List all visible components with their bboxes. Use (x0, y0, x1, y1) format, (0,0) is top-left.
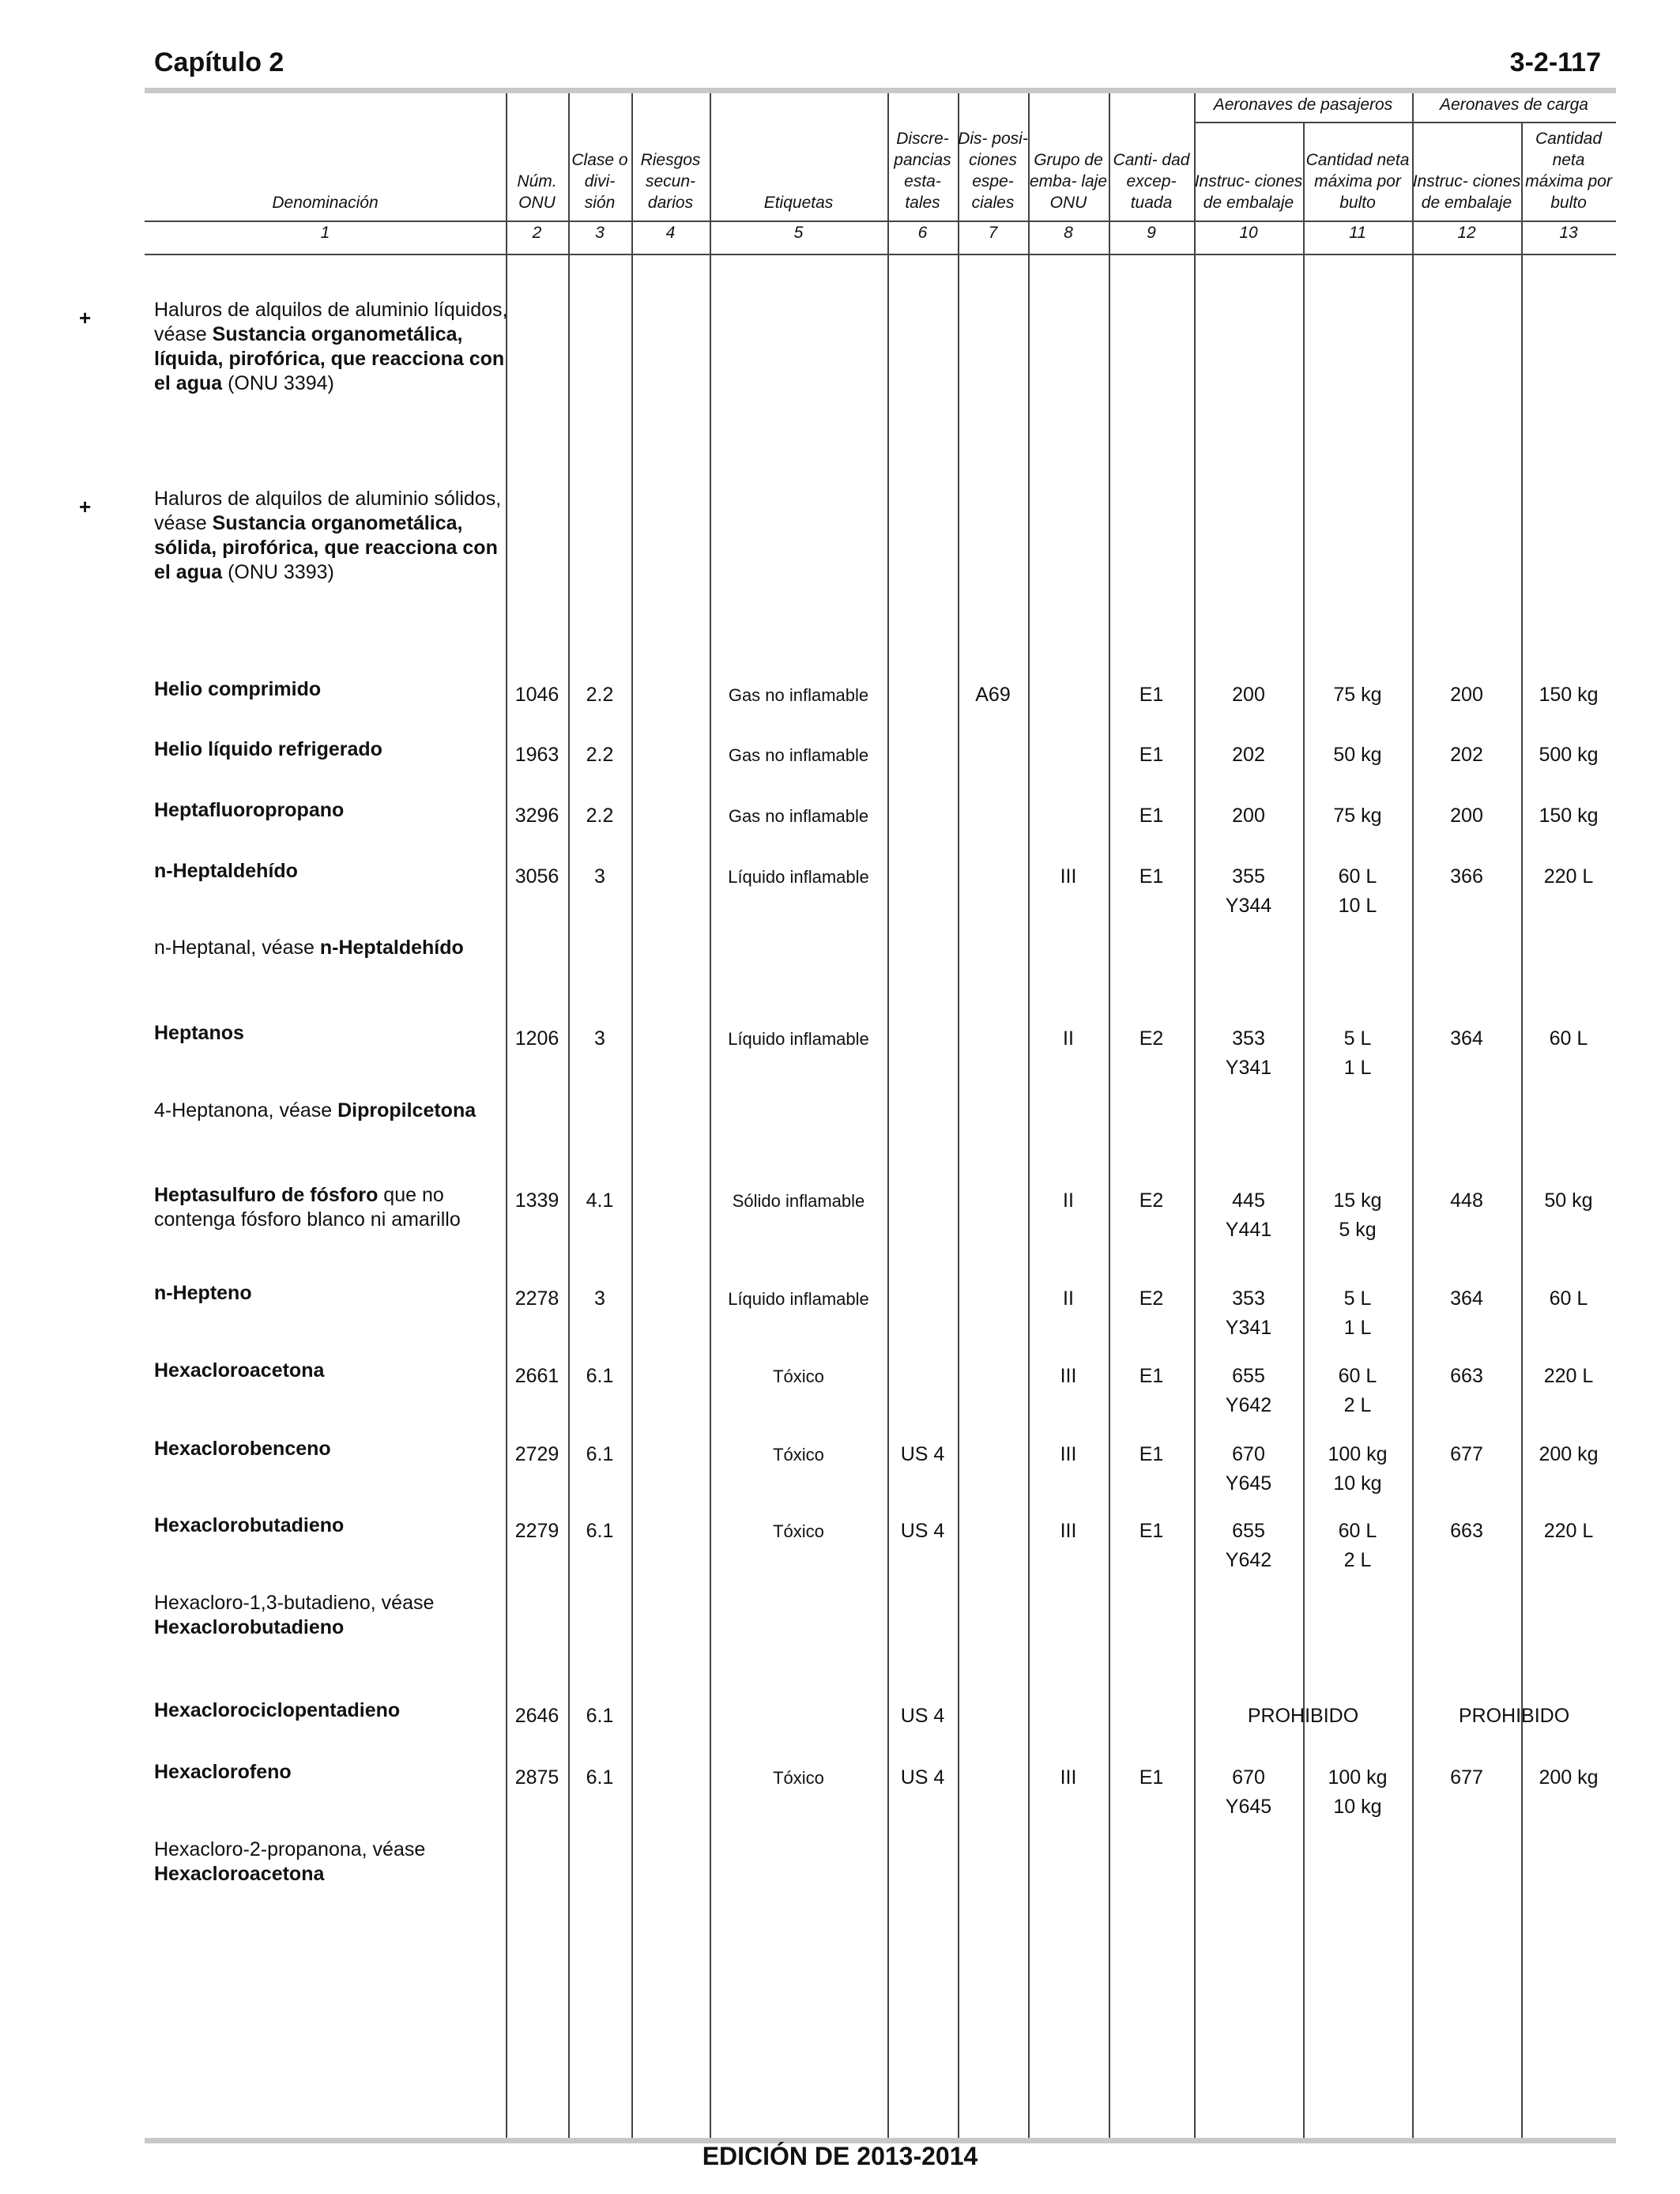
class-division: 6.1 (586, 1766, 614, 1789)
col-divider (1303, 122, 1305, 2138)
col-divider (958, 93, 959, 2138)
col-header-packing-group: Grupo de emba- laje ONU (1029, 151, 1108, 212)
substance-name (154, 936, 510, 960)
pax-packing-instruction: 445 (1232, 1189, 1265, 1212)
pax-packing-instruction: 353 (1232, 1287, 1265, 1310)
un-number: 2646 (514, 1705, 559, 1727)
col-header-subsidiary-risks: Riesgos secun- darios (640, 151, 701, 212)
hazard-label: Gas no inflamable (728, 806, 869, 826)
excepted-quantity: E2 (1139, 1027, 1164, 1050)
substance-name (154, 1437, 510, 1461)
cargo-packing-instruction: 200 (1450, 684, 1483, 706)
header-bottom-line (145, 221, 1616, 222)
class-division: 6.1 (586, 1365, 614, 1387)
substance-name (154, 798, 510, 823)
col-header-pax-packing-instr: Instruc- ciones de embalaje (1194, 172, 1303, 212)
name-plain-part: n-Heptanal, véase (154, 937, 320, 959)
cargo-max-net-quantity: 220 L (1543, 1520, 1594, 1542)
packing-group: II (1063, 1189, 1074, 1212)
col-header-un-number: Núm. ONU (517, 172, 557, 212)
excepted-quantity: E1 (1139, 1443, 1164, 1465)
hazard-label: Sólido inflamable (732, 1191, 865, 1211)
substance-name (154, 298, 510, 396)
substance-name (154, 1099, 510, 1123)
substance-name (154, 1514, 510, 1538)
un-number: 2661 (514, 1365, 559, 1387)
substance-name (154, 1183, 510, 1232)
cargo-max-net-quantity: 220 L (1543, 1365, 1594, 1387)
un-number: 3296 (514, 805, 559, 827)
col-number: 3 (595, 224, 605, 242)
col-number: 9 (1147, 224, 1156, 242)
cargo-packing-instruction: 663 (1450, 1520, 1483, 1542)
col-divider (1521, 122, 1523, 2138)
excepted-quantity: E1 (1139, 684, 1164, 706)
pax-limited-qty-instruction: Y344 (1225, 895, 1272, 917)
substance-name (154, 1281, 510, 1306)
hazard-label: Tóxico (773, 1367, 824, 1386)
class-division: 6.1 (586, 1443, 614, 1465)
pax-limited-qty-instruction: Y645 (1225, 1472, 1272, 1495)
substance-name (154, 737, 510, 762)
name-plain-part: 4-Heptanona, véase (154, 1099, 338, 1122)
name-bold-part: Hexacloroacetona (154, 1863, 325, 1885)
excepted-quantity: E1 (1139, 1520, 1164, 1542)
name-bold-part: Heptanos (154, 1022, 244, 1044)
cargo-max-net-quantity: 50 kg (1544, 1189, 1593, 1212)
substance-name (154, 1760, 510, 1785)
cargo-max-net-quantity: 500 kg (1539, 744, 1599, 766)
name-bold-part: n-Heptaldehído (154, 860, 298, 882)
packing-group: II (1063, 1027, 1074, 1050)
row-change-marker: + (79, 306, 92, 330)
pax-limited-qty-max: 10 L (1338, 895, 1377, 917)
col-number: 13 (1559, 224, 1578, 242)
special-provision: A69 (975, 684, 1011, 706)
cargo-max-net-quantity: 200 kg (1539, 1443, 1599, 1465)
group-header-passenger: Aeronaves de pasajeros (1213, 96, 1393, 114)
state-variation: US 4 (900, 1705, 945, 1727)
cargo-max-net-quantity: 150 kg (1539, 805, 1599, 827)
col-number: 11 (1349, 224, 1366, 242)
name-bold-part: n-Hepteno (154, 1282, 252, 1304)
hazard-label: Tóxico (773, 1521, 824, 1541)
class-division: 2.2 (586, 744, 614, 766)
substance-name (154, 1359, 510, 1383)
pax-max-net-quantity: 60 L (1338, 1365, 1377, 1387)
excepted-quantity: E1 (1139, 744, 1164, 766)
col-number: 12 (1457, 224, 1476, 242)
name-bold-part: Heptafluoropropano (154, 799, 345, 821)
pax-max-net-quantity: 100 kg (1328, 1766, 1388, 1789)
col-header-special-provisions: Dis- posi- ciones espe- ciales (958, 130, 1028, 212)
un-number: 1046 (514, 684, 559, 706)
cargo-max-net-quantity: 220 L (1543, 865, 1594, 888)
col-number: 6 (917, 224, 928, 242)
substance-name (154, 859, 510, 884)
class-division: 3 (594, 1287, 605, 1310)
pax-packing-instruction: 655 (1232, 1520, 1265, 1542)
pax-limited-qty-instruction: Y441 (1225, 1219, 1272, 1241)
col-header-labels: Etiquetas (763, 194, 834, 212)
state-variation: US 4 (900, 1766, 945, 1789)
cargo-packing-instruction: 364 (1450, 1287, 1483, 1310)
col-header-pax-max-qty: Cantidad neta máxima por bulto (1305, 151, 1410, 212)
pax-max-net-quantity: 50 kg (1333, 744, 1382, 766)
cargo-packing-instruction: 677 (1450, 1443, 1483, 1465)
column-number-line (145, 254, 1616, 255)
cargo-packing-instruction: 448 (1450, 1189, 1483, 1212)
name-bold-part: n-Heptaldehído (319, 937, 464, 959)
name-plain-part: Haluros de alquilos de aluminio sólidos, véase (154, 488, 502, 534)
name-bold-part: Hexaclorobenceno (154, 1438, 331, 1460)
cargo-packing-instruction: 663 (1450, 1365, 1483, 1387)
col-header-denominacion: Denominación (272, 194, 379, 212)
un-number: 3056 (514, 865, 559, 888)
packing-group: III (1060, 1365, 1077, 1387)
col-number: 7 (988, 224, 998, 242)
cargo-max-net-quantity: 60 L (1549, 1027, 1588, 1050)
pax-limited-qty-instruction: Y341 (1225, 1057, 1272, 1079)
edition-footer: EDICIÓN DE 2013-2014 (702, 2142, 978, 2170)
name-bold-part: Hexaclorociclopentadieno (154, 1699, 401, 1721)
substance-name (154, 1021, 510, 1046)
un-number: 2278 (514, 1287, 559, 1310)
class-division: 3 (594, 865, 605, 888)
pax-max-net-quantity: 5 L (1343, 1027, 1372, 1050)
pax-limited-qty-max: 1 L (1343, 1057, 1372, 1079)
excepted-quantity: E2 (1139, 1287, 1164, 1310)
pax-limited-qty-max: 2 L (1343, 1394, 1372, 1416)
col-header-state-variations: Discre- pancias esta- tales (894, 130, 951, 212)
hazard-label: Líquido inflamable (728, 1029, 869, 1049)
pax-max-net-quantity: 5 L (1343, 1287, 1372, 1310)
col-header-cargo-max-qty: Cantidad neta máxima por bulto (1525, 130, 1612, 212)
row-change-marker: + (79, 495, 92, 518)
col-divider (887, 93, 889, 2138)
un-number: 1206 (514, 1027, 559, 1050)
cargo-packing-instruction: 364 (1450, 1027, 1483, 1050)
name-bold-part: Sustancia organometálica, líquida, pirofórica, que reacciona con el agua (154, 323, 505, 394)
substance-name (154, 1838, 510, 1887)
name-bold-part: Hexaclorobutadieno (154, 1514, 345, 1536)
hazard-label: Tóxico (773, 1768, 824, 1788)
pax-prohibited: PROHIBIDO (1247, 1705, 1359, 1727)
class-division: 6.1 (586, 1520, 614, 1542)
pax-limited-qty-instruction: Y645 (1225, 1796, 1272, 1818)
un-number: 1963 (514, 744, 559, 766)
col-divider (710, 93, 711, 2138)
pax-packing-instruction: 200 (1232, 805, 1265, 827)
class-division: 2.2 (586, 684, 614, 706)
col-divider (1412, 93, 1414, 2138)
cargo-max-net-quantity: 200 kg (1539, 1766, 1599, 1789)
name-bold-part: Hexaclorofeno (154, 1761, 292, 1783)
excepted-quantity: E1 (1139, 1766, 1164, 1789)
packing-group: III (1060, 1520, 1077, 1542)
pax-packing-instruction: 670 (1232, 1443, 1265, 1465)
packing-group: III (1060, 1443, 1077, 1465)
pax-limited-qty-max: 5 kg (1339, 1219, 1377, 1241)
pax-limited-qty-instruction: Y341 (1225, 1317, 1272, 1339)
name-bold-part: Helio líquido refrigerado (154, 738, 382, 760)
hazard-label: Líquido inflamable (728, 867, 869, 887)
name-plain-part: que no contenga fósforo blanco ni amarillo (154, 1184, 461, 1231)
class-division: 2.2 (586, 805, 614, 827)
cargo-prohibited: PROHIBIDO (1458, 1705, 1570, 1727)
pax-packing-instruction: 353 (1232, 1027, 1265, 1050)
page-number: 3-2-117 (1509, 47, 1601, 77)
un-number: 2729 (514, 1443, 559, 1465)
pax-max-net-quantity: 75 kg (1333, 684, 1382, 706)
substance-name (154, 487, 510, 585)
state-variation: US 4 (900, 1520, 945, 1542)
excepted-quantity: E1 (1139, 1365, 1164, 1387)
aircraft-group-line (1194, 122, 1616, 123)
state-variation: US 4 (900, 1443, 945, 1465)
col-divider (1194, 93, 1196, 2138)
pax-limited-qty-instruction: Y642 (1225, 1394, 1272, 1416)
col-divider (1109, 93, 1110, 2138)
name-bold-part: Sustancia organometálica, sólida, pirofórica, que reacciona con el agua (154, 512, 498, 583)
name-plain-part: Hexacloro-1,3-butadieno, véase (154, 1592, 435, 1614)
cargo-max-net-quantity: 60 L (1549, 1287, 1588, 1310)
pax-max-net-quantity: 100 kg (1328, 1443, 1388, 1465)
class-division: 6.1 (586, 1705, 614, 1727)
col-number: 1 (320, 224, 330, 242)
excepted-quantity: E1 (1139, 865, 1164, 888)
name-bold-part: Dipropilcetona (337, 1099, 477, 1122)
hazard-label: Tóxico (773, 1445, 824, 1465)
group-header-cargo: Aeronaves de carga (1440, 96, 1588, 114)
pax-limited-qty-max: 10 kg (1333, 1796, 1382, 1818)
col-header-excepted-qty: Canti- dad excep- tuada (1113, 151, 1190, 212)
pax-max-net-quantity: 15 kg (1333, 1189, 1382, 1212)
substance-name (154, 1698, 510, 1723)
un-number: 2279 (514, 1520, 559, 1542)
excepted-quantity: E1 (1139, 805, 1164, 827)
pax-limited-qty-max: 10 kg (1333, 1472, 1382, 1495)
name-bold-part: Helio comprimido (154, 678, 322, 700)
col-divider (631, 93, 633, 2138)
packing-group: II (1063, 1287, 1074, 1310)
col-number: 8 (1064, 224, 1073, 242)
hazard-label: Gas no inflamable (728, 685, 869, 705)
cargo-packing-instruction: 677 (1450, 1766, 1483, 1789)
substance-name (154, 1591, 510, 1640)
pax-max-net-quantity: 75 kg (1333, 805, 1382, 827)
packing-group: III (1060, 1766, 1077, 1789)
cargo-max-net-quantity: 150 kg (1539, 684, 1599, 706)
packing-group: III (1060, 865, 1077, 888)
col-number: 5 (793, 224, 804, 242)
pax-packing-instruction: 355 (1232, 865, 1265, 888)
name-plain-part: (ONU 3393) (222, 561, 334, 583)
excepted-quantity: E2 (1139, 1189, 1164, 1212)
hazard-label: Líquido inflamable (728, 1289, 869, 1309)
col-divider (568, 93, 570, 2138)
cargo-packing-instruction: 200 (1450, 805, 1483, 827)
pax-limited-qty-max: 2 L (1343, 1549, 1372, 1571)
name-plain-part: Hexacloro-2-propanona, véase (154, 1838, 426, 1860)
name-bold-part: Hexaclorobutadieno (154, 1616, 345, 1638)
pax-max-net-quantity: 60 L (1338, 1520, 1377, 1542)
pax-max-net-quantity: 60 L (1338, 865, 1377, 888)
name-plain-part: Haluros de alquilos de aluminio líquidos, véase (154, 299, 508, 345)
name-bold-part: Hexacloroacetona (154, 1359, 325, 1382)
col-divider (1028, 93, 1030, 2138)
class-division: 4.1 (586, 1189, 614, 1212)
hazard-label: Gas no inflamable (728, 745, 869, 765)
cargo-packing-instruction: 202 (1450, 744, 1483, 766)
un-number: 2875 (514, 1766, 559, 1789)
name-bold-part: Heptasulfuro de fósforo (154, 1184, 379, 1206)
class-division: 3 (594, 1027, 605, 1050)
pax-limited-qty-max: 1 L (1343, 1317, 1372, 1339)
chapter-title: Capítulo 2 (154, 47, 284, 77)
pax-packing-instruction: 200 (1232, 684, 1265, 706)
col-number: 2 (532, 224, 542, 242)
substance-name (154, 677, 510, 702)
col-number: 10 (1239, 224, 1258, 242)
col-number: 4 (665, 224, 676, 242)
header-rule (145, 88, 1616, 93)
pax-packing-instruction: 655 (1232, 1365, 1265, 1387)
pax-limited-qty-instruction: Y642 (1225, 1549, 1272, 1571)
pax-packing-instruction: 202 (1232, 744, 1265, 766)
cargo-packing-instruction: 366 (1450, 865, 1483, 888)
pax-packing-instruction: 670 (1232, 1766, 1265, 1789)
un-number: 1339 (514, 1189, 559, 1212)
name-plain-part: (ONU 3394) (222, 372, 334, 394)
col-header-cargo-packing-instr: Instruc- ciones de embalaje (1412, 172, 1521, 212)
col-header-class: Clase o divi- sión (571, 151, 628, 212)
